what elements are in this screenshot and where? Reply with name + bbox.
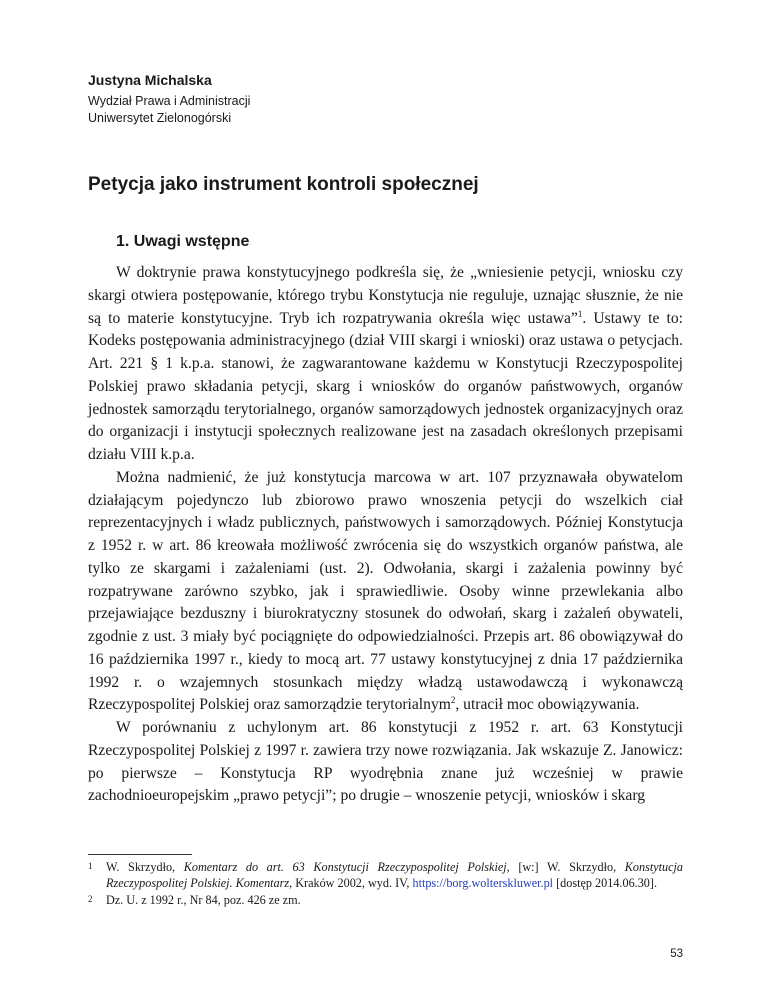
author-name: Justyna Michalska [88,72,212,88]
footnote-text [106,859,683,892]
footnote-text: Dz. U. z 1992 r., Nr 84, poz. 426 ze zm. [106,892,301,907]
page-number: 53 [670,948,683,960]
article-title: Petycja jako instrument kontroli społecznej [88,174,479,195]
footnote-1 [88,859,683,892]
paragraph-1-text: W doktrynie prawa konstytucyjnego podkreśla się, że „wniesienie petycji, wniosku czy skargi otwiera postępowanie, którego trybu Konstytucja nie reguluje, uznając słusznie, że nie są to materie konstytucyjne. Tryb ich rozpatrywania określa więc ustawa” [88,264,683,327]
footnote-work-title: Komentarz do art. 63 Konstytucji Rzeczypospolitej Polskiej, [183,860,510,874]
paragraph-3 [88,717,683,808]
paragraph-1-text-continued: . Ustawy te to: Kodeks postępowania administracyjnego (dział VIII skargi i wnioski) oraz ustawa o petycjach. Art. 221 § 1 k.p.a. stanowi, że zagwarantowane każdemu w Konstytucji Rzeczypospolitej Polskiej prawo składania petycji, skarg i wniosków do organów państwowych, organów jednostek samorządu terytorialnego, organów samorządowych jednostek organizacyjnych oraz do organizacji i instytucji społecznych realizowane jest na zasadach określonych przepisami działu VIII k.p.a. [88,309,684,463]
author-block [88,70,250,127]
footnote-publication: , Kraków 2002, wyd. IV, [289,876,413,891]
footnote-link[interactable]: https://borg.wolterskluwer.pl [412,876,554,891]
footnotes [88,859,683,908]
footnote-in: [w:] W. Skrzydło, [509,860,625,874]
paragraph-2-text-continued: , utracił moc obowiązywania. [455,696,640,714]
paragraph-2-text: Można nadmienić, że już konstytucja marcowa w art. 107 przyznawała obywatelom działającym pojedynczo lub zbiorowo prawo wnoszenia petycji do wszelkich ciał reprezentacyjnych i władz publicznych, państwowych i samorządowych. Później Konstytucja z 1952 r. w art. 86 kreowała możliwość zwrócenia się do wszystkich organów państwa, ale tylko ze skargami i zażaleniami (ust. 2). Odwołania, skargi i zażalenia powinny być rozpatrywane zarówno szybko, jak i sprawiedliwie. Osoby winne przewlekania albo przejawiające bezduszny i biurokratyczny stosunek do odwołań, skarg i zażaleń obywateli, zgodnie z ust. 3 miały być pociągnięte do odpowiedzialności. Przepis art. 86 obowiązywał do 16 października 1997 r., kiedy to mocą art. 77 ustawy konstytucyjnej z dnia 17 października 1992 r. o wzajemnych stosunkach między władzą ustawodawczą i wykonawczą Rzeczypospolitej Polskiej oraz samorządzie terytorialnym [88,468,683,714]
footnote-number: 1 [88,861,93,871]
footnote-ref-2[interactable]: 2 [450,695,456,706]
footnote-2 [88,892,683,908]
footnote-book-title: Konstytucja Rzeczypospolitej Polskiej. Komentarz [106,860,683,891]
footnote-number: 2 [88,893,93,904]
paragraph-2 [88,467,683,717]
affiliation-faculty: Wydział Prawa i Administracji [88,94,251,108]
paragraph-1 [88,262,683,467]
footnote-author: W. Skrzydło, [106,860,184,874]
section-heading: 1. Uwagi wstępne [116,233,250,250]
footnote-access-date: [dostęp 2014.06.30]. [553,876,657,891]
paragraph-3-text: W porównaniu z uchylonym art. 86 konstytucji z 1952 r. art. 63 Konstytucji Rzeczypospolitej Polskiej z 1997 r. zawiera trzy nowe rozwiązania. Jak wskazuje Z. Janowicz: po pierwsze – Konstytucja RP wyodrębnia znane już wcześniej w prawie zachodnioeuropejskim „prawo petycji”; po drugie – wnoszenie petycji, wniosków i skarg [88,719,683,805]
footnote-divider [88,854,192,855]
affiliation-university: Uniwersytet Zielonogórski [88,111,232,125]
body-text [88,262,683,808]
footnote-ref-1[interactable]: 1 [577,308,583,319]
